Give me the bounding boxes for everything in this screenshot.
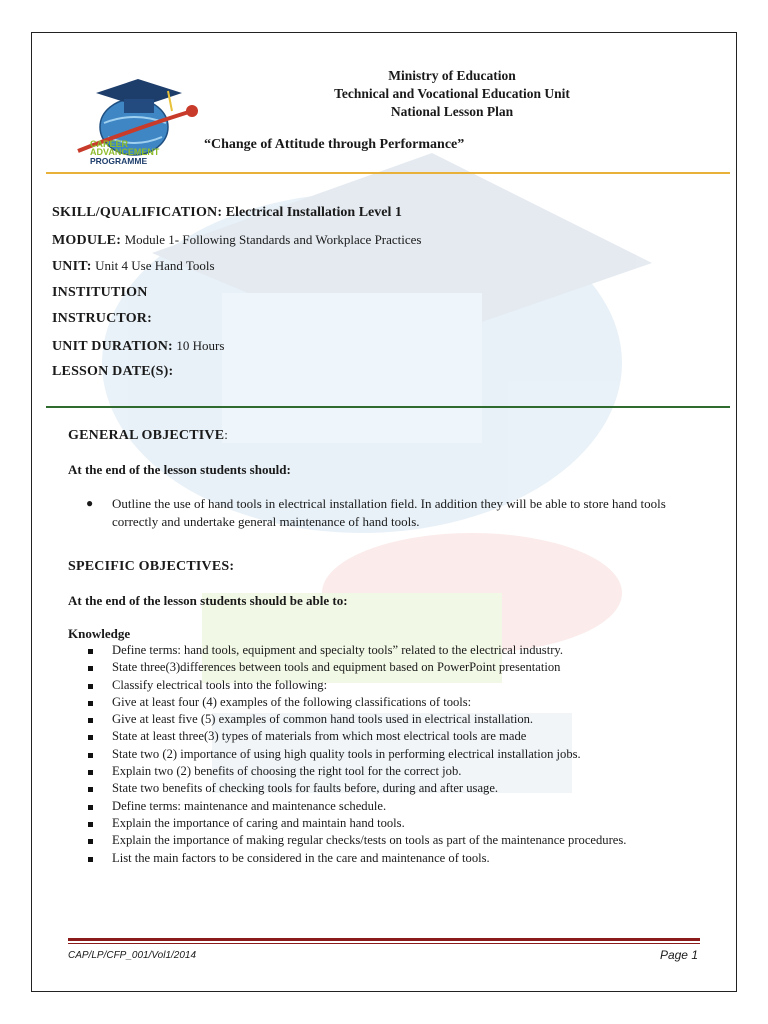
unit-row <box>52 253 422 280</box>
general-objective-colon: : <box>224 427 228 442</box>
list-item: Give at least four (4) examples of the following classifications of tools: <box>68 694 708 711</box>
document-page <box>31 32 737 992</box>
objectives-content <box>68 425 708 867</box>
list-item: Explain the importance of making regular checks/tests on tools as part of the maintenance procedures. <box>68 832 708 849</box>
list-item: Give at least five (5) examples of common hand tools used in electrical installation. <box>68 711 708 728</box>
duration-value: 10 Hours <box>176 337 225 353</box>
square-bullet-icon <box>88 770 93 775</box>
list-item: State two benefits of checking tools for faults before, during and after usage. <box>68 780 708 797</box>
unit-label: UNIT: <box>52 259 92 274</box>
square-bullet-icon <box>88 684 93 689</box>
unit-title: Technical and Vocational Education Unit <box>334 86 570 101</box>
meta-divider <box>46 406 730 408</box>
unit-value: Unit 4 Use Hand Tools <box>95 258 215 273</box>
page-number: Page 1 <box>659 948 698 962</box>
header-divider <box>46 172 730 174</box>
lesson-meta <box>52 200 422 386</box>
document-code: CAP/LP/CFP_001/Vol1/2014 <box>68 950 197 961</box>
general-objective-title: GENERAL OBJECTIVE <box>68 428 225 443</box>
instructor-label: INSTRUCTOR: <box>52 311 152 326</box>
career-advancement-programme-logo <box>68 71 208 166</box>
list-item: List the main factors to be considered in the care and maintenance of tools. <box>68 850 708 867</box>
square-bullet-icon <box>88 701 93 706</box>
lesson-plan-title: National Lesson Plan <box>390 104 514 119</box>
header-titles <box>302 67 602 121</box>
svg-text:PROGRAMME: PROGRAMME <box>90 156 148 166</box>
specific-objectives-intro: At the end of the lesson students should be able to: <box>68 593 348 608</box>
square-bullet-icon <box>88 718 93 723</box>
list-item: State three(3)differences between tools and equipment based on PowerPoint presentation <box>68 659 708 676</box>
document-header <box>32 33 736 173</box>
duration-row <box>52 333 422 360</box>
square-bullet-icon <box>88 839 93 844</box>
list-item: Define terms: hand tools, equipment and specialty tools” related to the electrical industry. <box>68 642 708 659</box>
skill-label: SKILL/QUALIFICATION: <box>52 205 223 220</box>
list-item: Explain two (2) benefits of choosing the right tool for the correct job. <box>68 763 708 780</box>
square-bullet-icon <box>88 805 93 810</box>
institution-row <box>52 280 422 307</box>
list-item: ● Outline the use of hand tools in electrical installation field. In addition they will be able to store hand tools correctly and undertake general maintenance of hand tools. <box>86 496 666 529</box>
list-item: State two (2) importance of using high quality tools in performing electrical installation jobs. <box>68 746 708 763</box>
svg-text:CAREER: CAREER <box>90 139 129 149</box>
square-bullet-icon <box>88 649 93 654</box>
svg-text:ADVANCEMENT: ADVANCEMENT <box>90 147 160 157</box>
list-item: State at least three(3) types of materials from which most electrical tools are made <box>68 728 708 745</box>
list-item: Define terms: maintenance and maintenance schedule. <box>68 798 708 815</box>
square-bullet-icon <box>88 666 93 671</box>
bullet-icon: ● <box>86 496 94 510</box>
footer-divider-thick <box>68 938 700 941</box>
module-label: MODULE: <box>52 232 122 248</box>
general-objective-list <box>68 495 708 530</box>
knowledge-list <box>68 642 708 867</box>
square-bullet-icon <box>88 822 93 827</box>
square-bullet-icon <box>88 857 93 862</box>
list-item: Explain the importance of caring and maintain hand tools. <box>68 815 708 832</box>
knowledge-label: Knowledge <box>68 626 131 641</box>
skill-row <box>52 200 422 227</box>
specific-objectives-title: SPECIFIC OBJECTIVES: <box>68 559 235 574</box>
lesson-dates-label: LESSON DATE(S): <box>52 364 174 379</box>
square-bullet-icon <box>88 787 93 792</box>
lesson-dates-row <box>52 359 422 386</box>
skill-value: Electrical Installation Level 1 <box>225 205 402 220</box>
motto: “Change of Attitude through Performance” <box>204 137 465 152</box>
general-objective-intro: At the end of the lesson students should: <box>68 462 291 477</box>
footer-divider-thin <box>68 943 700 944</box>
module-value: Module 1- Following Standards and Workplace Practices <box>124 231 422 247</box>
institution-label: INSTITUTION <box>52 284 148 300</box>
instructor-row <box>52 306 422 333</box>
square-bullet-icon <box>88 753 93 758</box>
ministry-title: Ministry of Education <box>388 68 516 83</box>
square-bullet-icon <box>88 735 93 740</box>
list-item: Classify electrical tools into the following: <box>68 677 708 694</box>
module-row <box>52 227 422 254</box>
duration-label: UNIT DURATION: <box>52 338 173 354</box>
